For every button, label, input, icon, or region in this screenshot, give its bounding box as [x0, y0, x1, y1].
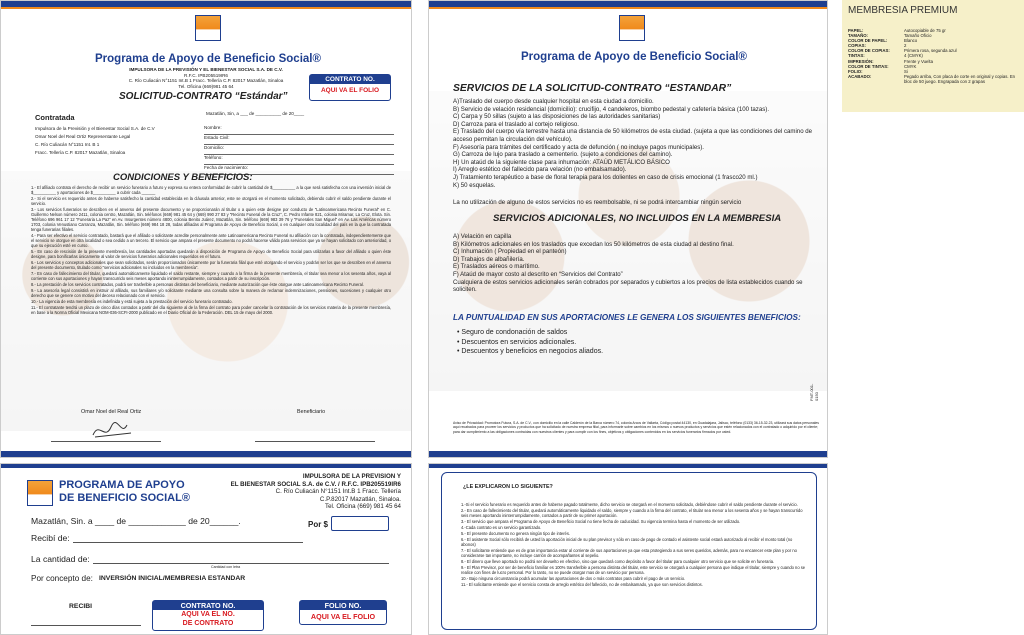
- explanation-item: 1.-Si el servicio funerario es requerido antes de haberse pagado totalmente, dicho servicio se otorgará en el momento solicitado, debiéndose cubrir el saldo pendiente durante el servicio.: [461, 502, 798, 507]
- contratante-fields: [204, 125, 394, 175]
- explanation-item: 9.- El Plan Previsor, por ser de beneficio familiar es 100% transferible a persona distinta del titular, este servicio se otorgará a cualquier persona que indique el titular, siempre y cuando no se realice con fines de lucro personal. Por lo tanto, no se puede otorgar mas de un servicio por persona.: [461, 565, 806, 575]
- explanation-item: 10.- Bajo ninguna circunstancia podrá acumular las aportaciones de dos o más contratos para cubrir el pago de un servicio.: [461, 576, 686, 581]
- benefits-list: [457, 328, 603, 357]
- contratada-line: Fracc. Tellería C.P. 82017 Mazatlán, Sinaloa: [35, 150, 126, 155]
- civil-status-field[interactable]: Estado Civil:: [204, 135, 394, 145]
- service-item: I) Arreglo estético del fallecido para velación (no embalsamado).: [453, 166, 627, 174]
- received-from-field[interactable]: [73, 542, 303, 543]
- additional-item: B) Kilómetros adicionales en los traslados que excedan los 50 kilómetros de esta ciudad al destino final.: [453, 240, 734, 248]
- signature-left-label: Omar Noel del Real Ortiz: [81, 409, 142, 415]
- received-from-label: Recibí de:: [31, 533, 70, 543]
- explanation-item: 6.- El asistente Social sólo recibirá de usted la aportación inicial de su plan previsor y sólo en caso de pago de contado el asistente social estará autorizado al recibir el monto total (no abonos): [461, 537, 793, 547]
- company-rfc: R.F.C. IPB205519IR6: [184, 72, 228, 78]
- additional-title: SERVICIOS ADICIONALES, NO INCLUIDOS EN LA MEMBRESIA: [493, 213, 782, 224]
- receipt-folio-box: [299, 600, 387, 625]
- condition-item: 8.- La prestación de los servicios contratados, podrá ser trasferible a personas distintas del beneficiario, mediante autorización que éste otorgue ante Latinoamericana Recinto Funeral.: [31, 282, 364, 287]
- brand-logo-icon: [619, 15, 645, 41]
- brand-logo-icon: [195, 15, 221, 41]
- receipt-company: [201, 473, 401, 511]
- spec-value: 4 (CMYK): [904, 53, 923, 59]
- contract-front-panel: [0, 0, 412, 458]
- note-title: MEMBRESIA PREMIUM: [848, 5, 958, 16]
- brand-name: Programa de Apoyo de Beneficio Social®: [521, 51, 747, 63]
- brand-logo-icon: [27, 480, 53, 506]
- service-item: F) Asesoría para trámites del certificado y acta de defunción ( no incluye pagos municipales).: [453, 143, 704, 151]
- conditions-title: CONDICIONES Y BENEFICIOS:: [113, 172, 253, 183]
- services-list: [453, 98, 821, 189]
- additional-item: C) Inhumación ( Propiedad en el panteón): [453, 248, 567, 256]
- company-address: C. Río Culiacán N°1151 Int.B 1 Fracc. Tellería C.P. 82017 Mazatlán, Sinaloa: [128, 78, 284, 84]
- service-item: A)Traslado del cuerpo desde cualquier hospital en esta ciudad a domicilio.: [453, 98, 654, 105]
- receipt-panel: [0, 463, 412, 635]
- service-item: E) Traslado del cuerpo vía terrestre hasta una distancia de 50 kilómetros de esta ciudad. (sujeta a que las condiciones del camino de acceso permitan la circulación del vehículo).: [453, 128, 813, 143]
- condition-item: 1.- El afiliado contrata el derecho de recibir un servicio funerario a futuro y expresa su entera conformidad de cubrir la cantidad de $__________ a la que será satisfecha con una inversión inicial de $__________ y aportaciones de $__________ a cubrir cada ______: [31, 185, 391, 195]
- spec-label: PAPEL:: [848, 28, 864, 33]
- amount-input[interactable]: [331, 516, 389, 531]
- signature-line-left: [51, 441, 161, 442]
- receipt-company-line: EL BIENESTAR SOCIAL S.A. de C.V. / R.F.C. IPB205519IR6: [230, 480, 401, 488]
- form-code: FMT-001-0150: [809, 383, 819, 401]
- additional-list: [453, 233, 821, 294]
- condition-item: 4.- Para ser efectivo el servicio contratado, bastará que el afiliado o solicitante acredite personalmente ante Latinoamericana Recinto Funeral su afiliación con la contratada, independientemente que el servicio se otorgue en otra localidad o sea cedido a un tercero. El servicio que ampara el presente documento no podrá hacerse válido para servicios que ya se hayan solicitado con anterioridad, o que su ejecución esté en curso.: [31, 233, 391, 248]
- additional-item: D) Trabajos de albañilería.: [453, 255, 525, 263]
- service-item: D) Carroza para el traslado al cortejo religioso.: [453, 120, 579, 128]
- explanation-item: 4.-Cada contrato es un servicio garantizado.: [461, 525, 542, 530]
- explanation-list: [461, 502, 807, 587]
- contract-number-label: CONTRATO NO.: [310, 75, 390, 84]
- privacy-notice: Aviso de Privacidad: Promotora Futura, S.A. de C.V., con domicilio en la calle Calderón de la Barca número 74, colonia Arcos de Vallarta, Código postal 44130, en Guadalajara, Jalisco, teléfono (0133) 36-15-32-23, utilizará sus datos personales aquí recabados para proveer los servicios y productos que ha solicitado de nuestra empresa filial, para informarle sobre cambios en los mismos o nuevos productos y servicios que estén relacionados con el contratado o adquirido por el cliente; para dar cumplimiento a las obligaciones contraídas con nuestros clientes y para cumplir con los fines, objetivos y obligaciones contenidos en los servicios funerarios firmados por usted.: [453, 421, 819, 434]
- contratada-title: Contratada: [35, 113, 75, 122]
- birthdate-field[interactable]: Fecha de nacimiento:: [204, 165, 394, 175]
- additional-item: F) Ataúd de mayor costo al descrito en “Servicios del Contrato”: [453, 270, 623, 278]
- receipt-company-line: IMPULSORA DE LA PREVISION Y: [302, 473, 401, 480]
- received-by-label: RECIBI: [69, 603, 93, 610]
- spec-value: Pegado arriba, Con placa de corte en original y copias. En bloc de 50 juego. Engrapada con 2 grapas: [904, 73, 1016, 84]
- explanation-item: 8.- El dinero que lleve aportado no podrá ser devuelto en efectivo, sino que quedará como depósito a favor del titular para cualquier otro servicio que se solicite en funeraria.: [461, 559, 775, 564]
- spec-value: 2: [904, 43, 907, 49]
- condition-item: 9.- La asesoría legal consistirá en instruir al afiliado, sus familiares y/o solicitante mediante una consulta sobre la manera de reclamar indemnizaciones, pensiones, sucesiones y cualquier otro derecho que se genere con motivo del deceso relacionado con el servicio.: [31, 288, 391, 298]
- brand-name: Programa de Apoyo de Beneficio Social®: [95, 53, 321, 65]
- date-line: Mazatlán, Sin, a ___ de __________ de 20____: [206, 111, 305, 116]
- spec-label: COLOR DE TINTAS:: [848, 63, 889, 69]
- explanation-panel: [428, 463, 828, 635]
- concept-value: INVERSIÓN INICIAL/MEMBRESIA ESTANDAR: [99, 575, 246, 582]
- explanation-item: 5.- El presente documento no genera ningún tipo de interés.: [461, 531, 571, 536]
- explanation-item: 3.- El servicio que ampara el Programa de Apoyo de Beneficio Social no tiene fecha de caducidad. Su vigencia termina hasta el momento de ser utilizado.: [461, 519, 741, 524]
- received-by-signature-line: [31, 625, 141, 626]
- folio-placeholder: AQUI VA EL FOLIO: [320, 87, 380, 94]
- service-item: K) 50 esquelas.: [453, 181, 496, 189]
- benefit-item: • Seguro de condonación de saldos: [457, 329, 568, 336]
- contract-back-panel: [428, 0, 828, 458]
- explanation-title: ¿LE EXPLICARON LO SIGUIENTE?: [463, 484, 553, 490]
- spec-label: TINTAS:: [848, 53, 865, 59]
- condition-item: 3.- Los servicios funerarios se describen en el anverso del presente documento y se proporcionarán al titular o a quien este designe por conducto de “Latinoamericana Recinto Funeral” en C. Guillermo Nelson número 2411, colonia centro, Mazatlán, Sin. teléfonos (669) 981 45 64 y (669) 990 27 83 y “Recinto Funeral de la Cruz”, C. Pedro Infante 821, colonia Miramar, La Cruz, Elota. Sin. Teléfono 696 961 17 12 “Funeraria La Paz” en Av. Insurgentes número 4800, colonia Benito Juárez, Mazatlán, Sin. teléfono (669) 983 39 76 y “Funerales San Miguel” en Av. Las Américas número 1703, colonia Venustiano Carranza, Mazatlán, Sin. teléfono (669) 984 18 28, todas afiliadas al Programa de Apoyo de Beneficio Social, o en cualquier otra localidad del país en la que la contratada tenga funerarias filiales.: [31, 207, 391, 232]
- service-item: C) Carpa y 50 sillas (sujeto a las disposiciones de las autoridades sanitarias): [453, 113, 661, 121]
- receipt-folio-value: AQUI VA EL FOLIO: [310, 612, 376, 621]
- services-note: La no utilización de alguno de estos servicios no es reembolsable, ni se podrá intercambiar ningún servicio: [453, 199, 742, 206]
- spec-label: COLOR DE PAPEL:: [848, 38, 888, 44]
- spec-value: Blanco: [904, 38, 918, 44]
- company-phone: Tel. Oficina (669)981 45 64: [178, 83, 234, 89]
- receipt-company-line: C. Río Culiacán N°1151 Int.B 1 Fracc. Tellería: [275, 488, 401, 496]
- spec-value: Tamaño Oficio: [904, 33, 932, 39]
- concept-label: Por concepto de:: [31, 574, 93, 583]
- name-field[interactable]: Nombre:: [204, 125, 394, 135]
- service-item: J) Tratamiento terapéutico a base de floral terapia para los dolientes en caso de crisis emocional (1 frasco20 ml.): [453, 173, 758, 181]
- spec-value: Si: [904, 68, 908, 74]
- condition-item: 2.- Si el servicio es requerido antes de haberse satisfecho la cantidad establecida en la cláusula anterior, este se otorgará en el momento solicitado, debiendo cubrir el saldo pendiente durante el servicio.: [31, 196, 391, 206]
- explanation-item: 7.- El solicitante entiende que es de gran importancia estar al corriente de sus aportaciones ya que esta protegiendo a sus seres queridos, además, para no encarecer este plan y por no considerarse tan importante, no incluye carrión de acompañantes al sepelio.: [461, 548, 797, 558]
- explanation-item: 11.- El solicitante entiende que el servicio consta de arreglo estético del fallecido, no de embalsamado, ya que son servicios distintos.: [461, 582, 703, 587]
- spec-label: ACABADO:: [848, 73, 872, 79]
- conditions-list: [31, 185, 391, 315]
- condition-item: 10.- La vigencia de esta membresía es indefinida y está sujeta a la prestación del servicio funerario contratado.: [31, 299, 233, 304]
- additional-item: E) Traslados aéreos o marítimo.: [453, 263, 540, 271]
- spec-note-card: [842, 0, 1024, 112]
- spec-label: COPIAS:: [848, 43, 866, 49]
- receipt-folio-label: FOLIO NO.: [300, 601, 386, 610]
- receipt-company-line: Tel. Oficina (669) 981 45 64: [324, 503, 401, 511]
- receipt-contract-box: [152, 600, 264, 631]
- benefit-item: • Descuentos en servicios adicionales.: [457, 338, 577, 346]
- additional-note: Cualquiera de estos servicios adicionales serán cobrados por separados y cubiertos a los precios de lista establecidos cuando se soliciten.: [453, 278, 803, 294]
- service-item: H) Un ataúd de la siguiente clase para inhumación: ATAÚD METÁLICO BÁSICO: [453, 158, 670, 166]
- spec-value: CMYK: [904, 63, 917, 69]
- signature-line-right: [255, 441, 375, 442]
- amount-words-hint: Cantidad con letra: [211, 565, 241, 569]
- spec-value: Frente y Vuelta: [904, 58, 933, 64]
- receipt-company-line: C.P.82017 Mazatlán, Sinaloa.: [319, 495, 401, 503]
- spec-label: COLOR DE COPIAS:: [848, 48, 890, 54]
- receipt-contract-value-1: AQUI VA EL NO.: [181, 611, 235, 618]
- explanation-item: 2.- En caso de fallecimiento del titular, quedará automáticamente liquidado el saldo, siempre y cuando a la firma del contrato, el titular sea menor a los sesenta años y se hayan transcurrido seis meses aportando ininterrumpidamente, contados a partir de su primer aportación.: [461, 508, 803, 518]
- receipt-date: Mazatlán, Sin. a ____ de ____________ de 20______.: [31, 516, 241, 526]
- contratada-line: Impulsora de la Previsión y el Bienestar Social S.A. de C.V: [35, 126, 155, 131]
- company-info: [96, 67, 316, 89]
- signature-scribble: [91, 419, 135, 441]
- amount-words-label: La cantidad de:: [31, 554, 90, 564]
- contratada-line: Omar Noel del Real Ortiz Representante Legal: [35, 134, 131, 139]
- receipt-brand-line2: DE BENEFICIO SOCIAL®: [59, 492, 190, 504]
- services-title: SERVICIOS DE LA SOLICITUD-CONTRATO “ESTANDAR”: [453, 83, 732, 94]
- condition-item: 5.- En caso de rescisión de la presente membresía, las cantidades aportadas quedarán a disposición de Programa de Apoyo de Beneficio Social para utilizarlas a favor del afiliado o quien éste designe, para bonificarlas únicamente al valor de servicios funerarios adicionales requeridos en el futuro.: [31, 249, 391, 259]
- condition-item: 7.- En caso de fallecimiento del titular, quedará automáticamente liquidado el saldo restante, siempre y cuando a la firma de la presente membresía, el titular sea menor a los sesenta años, vaya al corriente con sus aportaciones y hayan transcurrido seis meses aportando ininterrumpidamente, contados a partir de su inscripción.: [31, 271, 391, 281]
- spec-value: Primera rosa, segunda azul: [904, 48, 957, 54]
- punctuality-title: LA PUNTUALIDAD EN SUS APORTACIONES LE GENERA LOS SIGUIENTES BENEFICIOS:: [453, 313, 801, 322]
- company-name: IMPULSORA DE LA PREVISIÓN Y EL BIENESTAR SOCIAL S.A. DE C.V.: [129, 67, 283, 72]
- contratada-block: [35, 113, 195, 157]
- contract-number-box: [309, 74, 391, 101]
- amount-label: Por $: [308, 520, 329, 529]
- receipt-contract-value-2: DE CONTRATO: [182, 620, 234, 627]
- benefit-item: • Descuentos y beneficios en negocios aliados.: [457, 348, 604, 355]
- spec-value: Autocopiable de 75 gr: [904, 28, 946, 33]
- condition-item: 11.- El contratante tendrá un plazo de cinco días contados a partir del día siguiente al de la firma del contrato para poder cancelar la contratación de los servicios materia de la presente membresía, en base a la Norma Oficial Mexicana NOM-036-SCFI-2000 publicado en el Diario Oficial de la Federación. DEL 15 de mayo del 2000.: [31, 305, 391, 315]
- service-item: G) Carroza de lujo para traslado a cementerio. (sujeto a condiciones del camino).: [453, 151, 673, 159]
- receipt-contract-label: CONTRATO NO.: [153, 601, 263, 610]
- spec-label: IMPRESIÓN:: [848, 58, 874, 64]
- address-field[interactable]: Domicilio:: [204, 145, 394, 155]
- spec-label: TAMAÑO:: [848, 33, 868, 39]
- additional-item: A) Velación en capilla: [453, 233, 512, 240]
- condition-item: 6.- Los servicios y conceptos adicionales que sean solicitados, serán proporcionados únicamente por la funeraria filial que esté otorgando el servicio y podrán ser los que se describen en el anverso del presente documento, titulado como “servicios adicionales no incluidos en la membresía”.: [31, 260, 391, 270]
- receipt-brand-line1: PROGRAMA DE APOYO: [59, 479, 185, 491]
- spec-label: FOLIO:: [848, 68, 863, 74]
- phone-field[interactable]: Teléfono:: [204, 155, 394, 165]
- contract-title: SOLICITUD-CONTRATO “Estándar”: [119, 91, 288, 102]
- contratada-line: C. Río Culiacán N°1151 Int. B 1: [35, 142, 100, 147]
- signature-right-label: Beneficiario: [297, 409, 326, 415]
- service-item: B) Servicio de velación residencial (domicilio): crucifijo, 4 candeleros, biombo pedestal y cafetería básica (100 tazas).: [453, 105, 770, 113]
- amount-words-field[interactable]: [93, 563, 389, 564]
